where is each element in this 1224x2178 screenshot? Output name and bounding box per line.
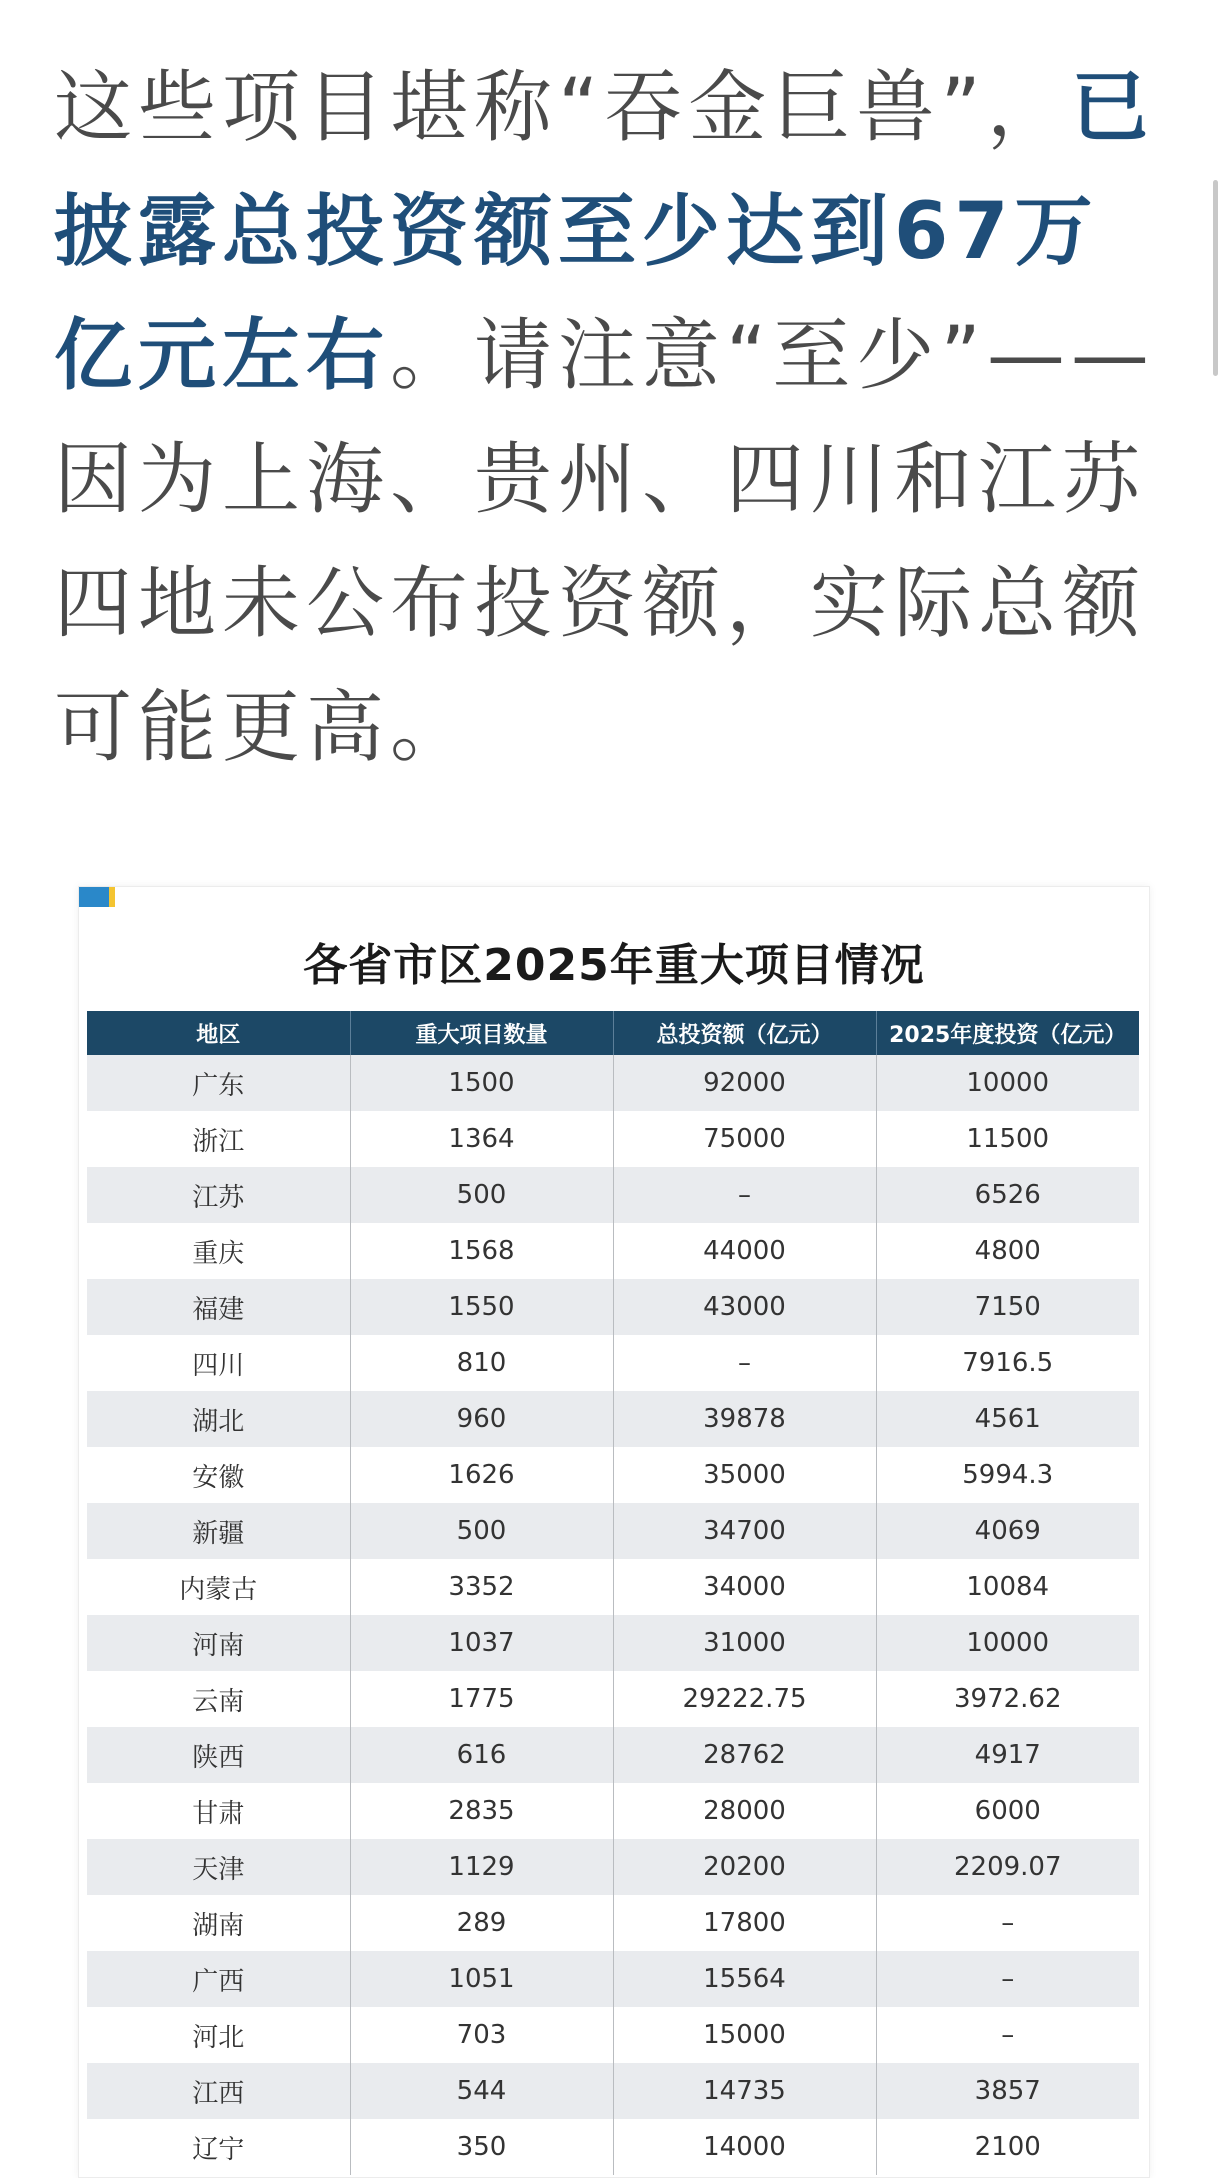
value-cell: 6000 bbox=[876, 1783, 1139, 1839]
table-row bbox=[87, 1111, 1139, 1167]
region-cell: 内蒙古 bbox=[87, 1559, 350, 1615]
table-figure bbox=[78, 886, 1150, 2178]
region-cell: 广东 bbox=[87, 1055, 350, 1111]
table-row bbox=[87, 2007, 1139, 2063]
value-cell: 500 bbox=[350, 1167, 613, 1223]
value-cell: 4561 bbox=[876, 1391, 1139, 1447]
value-cell: 1550 bbox=[350, 1279, 613, 1335]
value-cell: – bbox=[876, 1895, 1139, 1951]
data-table bbox=[87, 1011, 1139, 2175]
value-cell: 4800 bbox=[876, 1223, 1139, 1279]
value-cell: 20200 bbox=[613, 1839, 876, 1895]
value-cell: 44000 bbox=[613, 1223, 876, 1279]
column-header: 总投资额（亿元） bbox=[613, 1011, 876, 1055]
region-cell: 陕西 bbox=[87, 1727, 350, 1783]
table-row bbox=[87, 1559, 1139, 1615]
value-cell: – bbox=[613, 1167, 876, 1223]
value-cell: 1626 bbox=[350, 1447, 613, 1503]
table-row bbox=[87, 2063, 1139, 2119]
value-cell: 2209.07 bbox=[876, 1839, 1139, 1895]
table-row bbox=[87, 1839, 1139, 1895]
value-cell: 1051 bbox=[350, 1951, 613, 2007]
value-cell: 35000 bbox=[613, 1447, 876, 1503]
region-cell: 河南 bbox=[87, 1615, 350, 1671]
region-cell: 浙江 bbox=[87, 1111, 350, 1167]
table-row bbox=[87, 1447, 1139, 1503]
value-cell: 10084 bbox=[876, 1559, 1139, 1615]
value-cell: 14000 bbox=[613, 2119, 876, 2175]
value-cell: 3857 bbox=[876, 2063, 1139, 2119]
value-cell: 544 bbox=[350, 2063, 613, 2119]
value-cell: 703 bbox=[350, 2007, 613, 2063]
value-cell: 810 bbox=[350, 1335, 613, 1391]
value-cell: 289 bbox=[350, 1895, 613, 1951]
value-cell: 350 bbox=[350, 2119, 613, 2175]
value-cell: 28000 bbox=[613, 1783, 876, 1839]
value-cell: 4069 bbox=[876, 1503, 1139, 1559]
article-paragraph bbox=[54, 46, 1176, 790]
value-cell: 616 bbox=[350, 1727, 613, 1783]
region-cell: 安徽 bbox=[87, 1447, 350, 1503]
value-cell: – bbox=[613, 1335, 876, 1391]
region-cell: 福建 bbox=[87, 1279, 350, 1335]
region-cell: 新疆 bbox=[87, 1503, 350, 1559]
region-cell: 四川 bbox=[87, 1335, 350, 1391]
value-cell: 1568 bbox=[350, 1223, 613, 1279]
column-header: 地区 bbox=[87, 1011, 350, 1055]
value-cell: 28762 bbox=[613, 1727, 876, 1783]
value-cell: 43000 bbox=[613, 1279, 876, 1335]
value-cell: 92000 bbox=[613, 1055, 876, 1111]
region-cell: 江西 bbox=[87, 2063, 350, 2119]
table-row bbox=[87, 1503, 1139, 1559]
value-cell: 1500 bbox=[350, 1055, 613, 1111]
value-cell: 75000 bbox=[613, 1111, 876, 1167]
value-cell: 1037 bbox=[350, 1615, 613, 1671]
value-cell: 1364 bbox=[350, 1111, 613, 1167]
scrollbar[interactable] bbox=[1213, 180, 1218, 376]
value-cell: 1775 bbox=[350, 1671, 613, 1727]
value-cell: – bbox=[876, 1951, 1139, 2007]
table-row bbox=[87, 2119, 1139, 2175]
region-cell: 云南 bbox=[87, 1671, 350, 1727]
value-cell: 34700 bbox=[613, 1503, 876, 1559]
value-cell: 3352 bbox=[350, 1559, 613, 1615]
table-row bbox=[87, 1335, 1139, 1391]
value-cell: 5994.3 bbox=[876, 1447, 1139, 1503]
table-row bbox=[87, 1671, 1139, 1727]
value-cell: 14735 bbox=[613, 2063, 876, 2119]
table-row bbox=[87, 1895, 1139, 1951]
article-text-highlight: 已披露总投资额至少达到67万亿元左右 bbox=[54, 63, 1155, 401]
table-row bbox=[87, 1615, 1139, 1671]
value-cell: 960 bbox=[350, 1391, 613, 1447]
value-cell: 1129 bbox=[350, 1839, 613, 1895]
table-row bbox=[87, 1223, 1139, 1279]
region-cell: 天津 bbox=[87, 1839, 350, 1895]
value-cell: 17800 bbox=[613, 1895, 876, 1951]
value-cell: 31000 bbox=[613, 1615, 876, 1671]
value-cell: 10000 bbox=[876, 1055, 1139, 1111]
value-cell: 500 bbox=[350, 1503, 613, 1559]
article-text-intro: 这些项目堪称“吞金巨兽”， bbox=[54, 63, 1071, 153]
table-row bbox=[87, 1055, 1139, 1111]
value-cell: 7150 bbox=[876, 1279, 1139, 1335]
figure-title: 各省市区2025年重大项目情况 bbox=[303, 940, 925, 991]
table-row bbox=[87, 1167, 1139, 1223]
region-cell: 湖北 bbox=[87, 1391, 350, 1447]
region-cell: 广西 bbox=[87, 1951, 350, 2007]
value-cell: 34000 bbox=[613, 1559, 876, 1615]
table-row bbox=[87, 1727, 1139, 1783]
region-cell: 重庆 bbox=[87, 1223, 350, 1279]
region-cell: 甘肃 bbox=[87, 1783, 350, 1839]
region-cell: 江苏 bbox=[87, 1167, 350, 1223]
table-row bbox=[87, 1783, 1139, 1839]
value-cell: 2835 bbox=[350, 1783, 613, 1839]
value-cell: 6526 bbox=[876, 1167, 1139, 1223]
table-row bbox=[87, 1391, 1139, 1447]
value-cell: 15564 bbox=[613, 1951, 876, 2007]
value-cell: 15000 bbox=[613, 2007, 876, 2063]
table-row bbox=[87, 1951, 1139, 2007]
column-header: 重大项目数量 bbox=[350, 1011, 613, 1055]
value-cell: 4917 bbox=[876, 1727, 1139, 1783]
region-cell: 河北 bbox=[87, 2007, 350, 2063]
value-cell: 11500 bbox=[876, 1111, 1139, 1167]
table-row bbox=[87, 1279, 1139, 1335]
value-cell: 10000 bbox=[876, 1615, 1139, 1671]
table-header-row bbox=[87, 1011, 1139, 1055]
value-cell: 2100 bbox=[876, 2119, 1139, 2175]
value-cell: 29222.75 bbox=[613, 1671, 876, 1727]
value-cell: 3972.62 bbox=[876, 1671, 1139, 1727]
region-cell: 辽宁 bbox=[87, 2119, 350, 2175]
region-cell: 湖南 bbox=[87, 1895, 350, 1951]
article-text-note: 。请注意“至少”——因为上海、贵州、四川和江苏四地未公布投资额，实际总额可能更高。 bbox=[54, 311, 1155, 773]
value-cell: 39878 bbox=[613, 1391, 876, 1447]
value-cell: 7916.5 bbox=[876, 1335, 1139, 1391]
corner-accent-icon bbox=[79, 887, 115, 907]
column-header: 2025年度投资（亿元） bbox=[876, 1011, 1139, 1055]
value-cell: – bbox=[876, 2007, 1139, 2063]
